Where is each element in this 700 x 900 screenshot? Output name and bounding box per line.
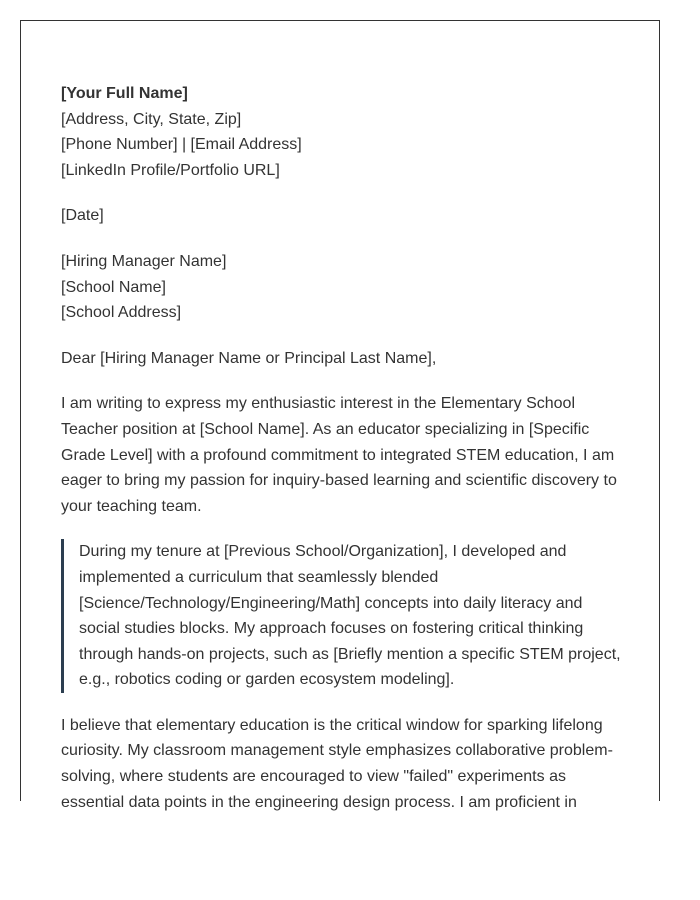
salutation: Dear [Hiring Manager Name or Principal Last Name],	[61, 349, 437, 367]
letter-content	[61, 81, 626, 835]
quote-line: e.g., robotics coding or garden ecosystem modeling].	[79, 671, 455, 689]
body-line: essential data points in the engineering design process. I am proficient in	[61, 793, 577, 811]
quote-line: During my tenure at [Previous School/Organization], I developed and	[79, 543, 567, 561]
body-line: solving, where students are encouraged to view "failed" experiments as	[61, 768, 566, 786]
recipient-school: [School Name]	[61, 278, 166, 296]
sender-name: [Your Full Name]	[61, 85, 188, 102]
quote-line: implemented a curriculum that seamlessly blended	[79, 568, 439, 586]
recipient-block	[61, 249, 626, 326]
sender-contact: [Phone Number] | [Email Address]	[61, 136, 302, 154]
intro-paragraph	[61, 391, 626, 519]
quote-line: social studies blocks. My approach focuses on fostering critical thinking	[79, 620, 584, 638]
intro-line: I am writing to express my enthusiastic interest in the Elementary School	[61, 395, 575, 413]
recipient-address: [School Address]	[61, 304, 182, 322]
intro-line: Grade Level] with a profound commitment to integrated STEM education, I am	[61, 446, 615, 464]
sender-address: [Address, City, State, Zip]	[61, 110, 242, 128]
sender-profile: [LinkedIn Profile/Portfolio URL]	[61, 161, 280, 179]
body-paragraph	[61, 713, 626, 815]
highlight-blockquote	[61, 539, 626, 693]
recipient-manager: [Hiring Manager Name]	[61, 252, 227, 270]
body-line: I believe that elementary education is the critical window for sparking lifelong	[61, 716, 603, 734]
letter-page	[20, 20, 660, 811]
intro-line: Teacher position at [School Name]. As an educator specializing in [Specific	[61, 420, 590, 438]
intro-line: eager to bring my passion for inquiry-based learning and scientific discovery to	[61, 472, 617, 490]
quote-line: [Science/Technology/Engineering/Math] concepts into daily literacy and	[79, 594, 583, 612]
intro-line: your teaching team.	[61, 497, 202, 515]
body-line: curiosity. My classroom management style emphasizes collaborative problem-	[61, 742, 613, 760]
salutation-block	[61, 346, 626, 372]
date-block	[61, 203, 626, 229]
quote-line: through hands-on projects, such as [Briefly mention a specific STEM project,	[79, 645, 621, 663]
letter-date: [Date]	[61, 207, 104, 225]
sender-block	[61, 81, 626, 183]
